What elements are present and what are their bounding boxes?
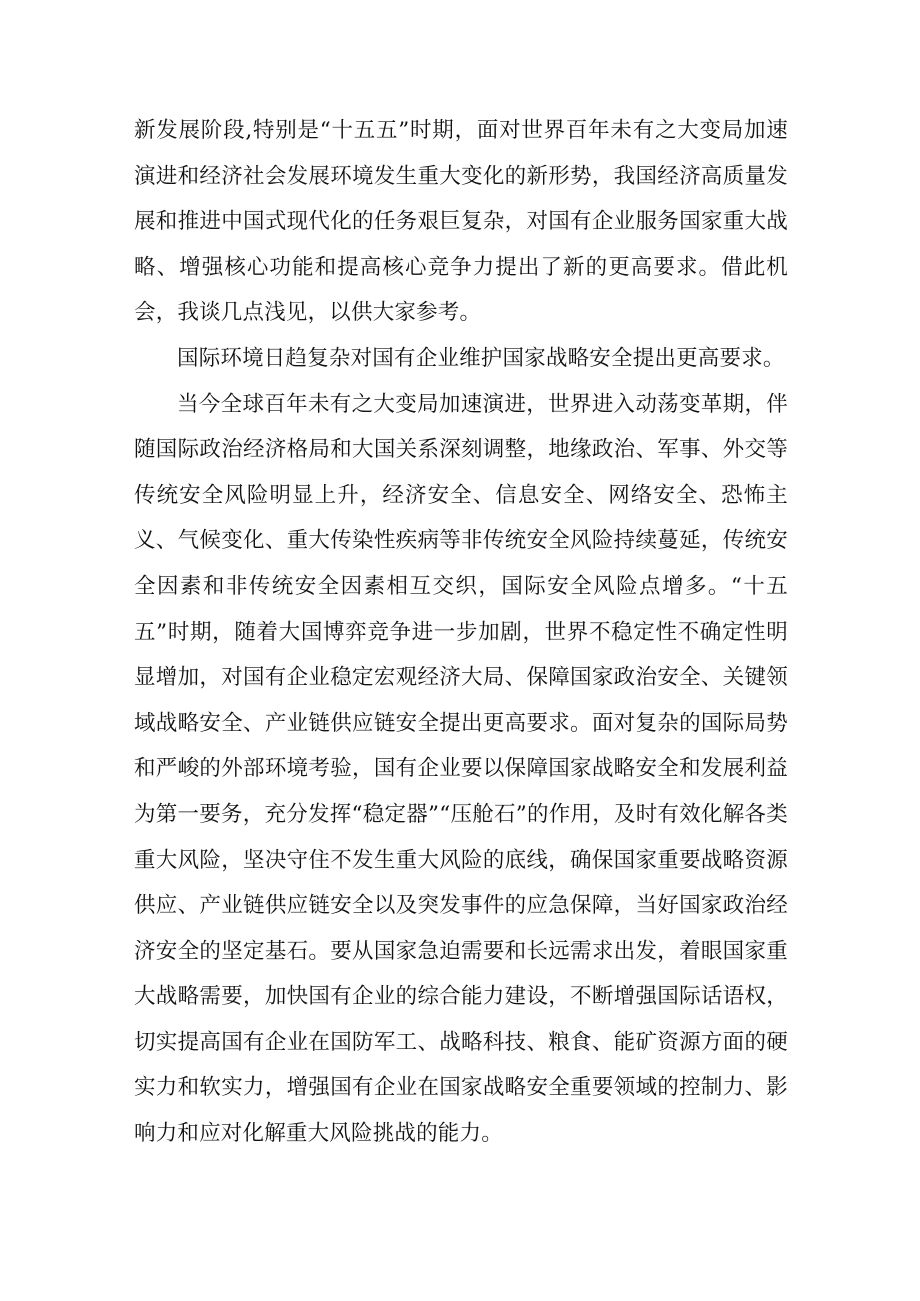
paragraph-heading: 国际环境日趋复杂对国有企业维护国家战略安全提出更高要求。	[177, 345, 785, 371]
paragraph-intro: 新发展阶段,特别是“十五五”时期，面对世界百年未有之大变局加速演进和经济社会发展环境发生重大变化的新形势，我国经济高质量发展和推进中国式现代化的任务艰巨复杂，对国有企业服务国家重大战略、增强核心功能和提高核心竞争力提出了新的更高要求。借此机会，我谈几点浅见，以供大家参考。	[134, 118, 788, 326]
document-page	[134, 108, 788, 1157]
paragraph-body: 当今全球百年未有之大变局加速演进，世界进入动荡变革期，伴随国际政治经济格局和大国关系深刻调整，地缘政治、军事、外交等传统安全风险明显上升，经济安全、信息安全、网络安全、恐怖主义、气候变化、重大传染性疾病等非传统安全风险持续蔓延，传统安全因素和非传统安全因素相互交织，国际安全风险点增多。“十五五”时期，随着大国博弈竞争进一步加剧，世界不稳定性不确定性明显增加，对国有企业稳定宏观经济大局、保障国家政治安全、关键领域战略安全、产业链供应链安全提出更高要求。面对复杂的国际局势和严峻的外部环境考验，国有企业要以保障国家战略安全和发展利益为第一要务，充分发挥“稳定器”“压舱石”的作用，及时有效化解各类重大风险，坚决守住不发生重大风险的底线，确保国家重要战略资源供应、产业链供应链安全以及突发事件的应急保障，当好国家政治经济安全的坚定基石。要从国家急迫需要和长远需求出发，着眼国家重大战略需要，加快国有企业的综合能力建设，不断增强国际话语权，切实提高国有企业在国防军工、战略科技、粮食、能矿资源方面的硬实力和软实力，增强国有企业在国家战略安全重要领域的控制力、影响力和应对化解重大风险挑战的能力。	[134, 391, 788, 1147]
